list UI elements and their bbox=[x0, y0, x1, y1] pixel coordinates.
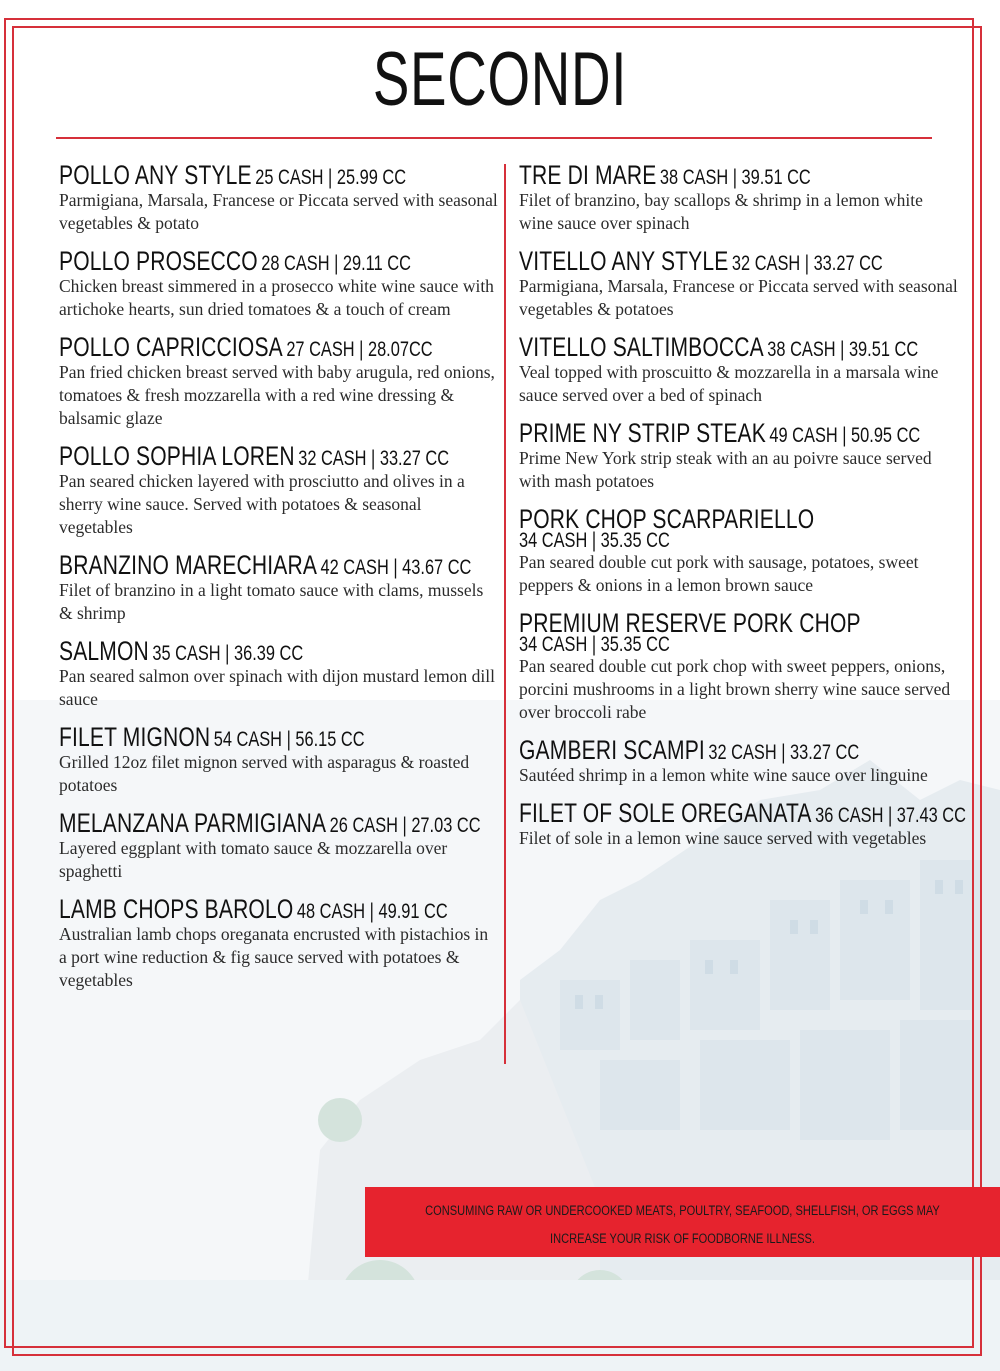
item-name: POLLO ANY STYLE bbox=[59, 160, 252, 190]
item-price: 42 CASH | 43.67 CC bbox=[320, 556, 472, 579]
item-price: 34 CASH | 35.35 CC bbox=[519, 633, 670, 656]
item-price: 28 CASH | 29.11 CC bbox=[261, 252, 411, 275]
left-menu-column bbox=[59, 160, 499, 1003]
item-name: TRE DI MARE bbox=[519, 160, 657, 190]
menu-item bbox=[519, 608, 959, 724]
menu-item bbox=[59, 160, 499, 235]
item-description: Prime New York strip steak with an au poivre sauce served with mash potatoes bbox=[519, 448, 932, 491]
item-description: Filet of sole in a lemon wine sauce served with vegetables bbox=[519, 828, 927, 848]
menu-item bbox=[59, 808, 499, 883]
item-description: Pan seared salmon over spinach with dijon mustard lemon dill sauce bbox=[59, 666, 495, 709]
item-name: PRIME NY STRIP STEAK bbox=[519, 418, 766, 448]
menu-item bbox=[59, 332, 499, 430]
warning-line-1: CONSUMING RAW OR UNDERCOOKED MEATS, POULTRY, SEAFOOD, SHELLFISH, OR EGGS MAY bbox=[425, 1203, 940, 1218]
menu-item bbox=[59, 894, 499, 992]
item-name: GAMBERI SCAMPI bbox=[519, 735, 705, 765]
menu-item bbox=[519, 418, 959, 493]
item-name: PORK CHOP SCARPARIELLO bbox=[519, 504, 815, 534]
title-divider bbox=[56, 137, 932, 139]
item-price: 49 CASH | 50.95 CC bbox=[769, 424, 921, 447]
item-name: SALMON bbox=[59, 636, 149, 666]
item-description: Filet of branzino in a light tomato sauce with clams, mussels & shrimp bbox=[59, 580, 484, 623]
item-description: Pan seared double cut pork chop with sweet peppers, onions, porcini mushrooms in a light brown sherry wine sauce served over broccoli rabe bbox=[519, 656, 951, 722]
menu-item bbox=[59, 550, 499, 625]
item-price: 35 CASH | 36.39 CC bbox=[152, 642, 304, 665]
item-name: POLLO CAPRICCIOSA bbox=[59, 332, 283, 362]
item-name: VITELLO SALTIMBOCCA bbox=[519, 332, 764, 362]
item-price: 38 CASH | 39.51 CC bbox=[659, 166, 811, 189]
menu-item bbox=[59, 636, 499, 711]
item-price: 54 CASH | 56.15 CC bbox=[213, 728, 365, 751]
warning-line-2: INCREASE YOUR RISK OF FOODBORNE ILLNESS. bbox=[550, 1231, 815, 1246]
menu-item bbox=[59, 722, 499, 797]
item-price: 32 CASH | 33.27 CC bbox=[708, 741, 860, 764]
item-description: Pan seared double cut pork with sausage, potatoes, sweet peppers & onions in a lemon brown sauce bbox=[519, 552, 919, 595]
column-divider bbox=[504, 164, 506, 1064]
item-description: Parmigiana, Marsala, Francese or Piccata served with seasonal vegetables & potatoes bbox=[519, 276, 958, 319]
item-description: Layered eggplant with tomato sauce & mozzarella over spaghetti bbox=[59, 838, 448, 881]
menu-item bbox=[519, 504, 959, 597]
menu-item bbox=[519, 160, 959, 235]
item-description: Pan seared chicken layered with prosciutto and olives in a sherry wine sauce. Served with potatoes & seasonal vegetables bbox=[59, 471, 465, 537]
item-name: FILET MIGNON bbox=[59, 722, 211, 752]
item-price: 32 CASH | 33.27 CC bbox=[298, 447, 450, 470]
menu-item bbox=[519, 246, 959, 321]
item-description: Parmigiana, Marsala, Francese or Piccata served with seasonal vegetables & potato bbox=[59, 190, 498, 233]
item-name: LAMB CHOPS BAROLO bbox=[59, 894, 294, 924]
item-name: FILET OF SOLE OREGANATA bbox=[519, 798, 812, 828]
item-price: 25 CASH | 25.99 CC bbox=[255, 166, 407, 189]
item-description: Chicken breast simmered in a prosecco white wine sauce with artichoke hearts, sun dried tomatoes & a touch of cream bbox=[59, 276, 494, 319]
menu-item bbox=[519, 332, 959, 407]
item-description: Sautéed shrimp in a lemon white wine sauce over linguine bbox=[519, 765, 928, 785]
item-description: Filet of branzino, bay scallops & shrimp in a lemon white wine sauce over spinach bbox=[519, 190, 923, 233]
item-price: 26 CASH | 27.03 CC bbox=[329, 814, 481, 837]
item-price: 34 CASH | 35.35 CC bbox=[519, 529, 670, 552]
item-price: 32 CASH | 33.27 CC bbox=[731, 252, 883, 275]
item-price: 36 CASH | 37.43 CC bbox=[815, 804, 966, 827]
menu-item bbox=[59, 441, 499, 539]
food-safety-warning bbox=[365, 1187, 1000, 1257]
menu-item bbox=[519, 735, 959, 787]
item-description: Australian lamb chops oreganata encrusted with pistachios in a port wine reduction & fig sauce served with potatoes & vegetables bbox=[59, 924, 489, 990]
item-name: PREMIUM RESERVE PORK CHOP bbox=[519, 608, 861, 638]
item-price: 48 CASH | 49.91 CC bbox=[296, 900, 448, 923]
item-name: BRANZINO MARECHIARA bbox=[59, 550, 318, 580]
menu-item bbox=[519, 798, 966, 850]
item-name: VITELLO ANY STYLE bbox=[519, 246, 729, 276]
item-name: POLLO PROSECCO bbox=[59, 246, 258, 276]
item-price: 27 CASH | 28.07CC bbox=[286, 338, 433, 361]
menu-item bbox=[59, 246, 499, 321]
page-title: SECONDI bbox=[372, 37, 628, 122]
item-name: POLLO SOPHIA LOREN bbox=[59, 441, 295, 471]
item-description: Veal topped with proscuitto & mozzarella in a marsala wine sauce served over a bed of spinach bbox=[519, 362, 939, 405]
item-name: MELANZANA PARMIGIANA bbox=[59, 808, 327, 838]
item-description: Grilled 12oz filet mignon served with asparagus & roasted potatoes bbox=[59, 752, 470, 795]
item-price: 38 CASH | 39.51 CC bbox=[767, 338, 919, 361]
right-menu-column bbox=[519, 160, 966, 861]
item-description: Pan fried chicken breast served with baby arugula, red onions, tomatoes & fresh mozzarella with a red wine dressing & balsamic glaze bbox=[59, 362, 495, 428]
